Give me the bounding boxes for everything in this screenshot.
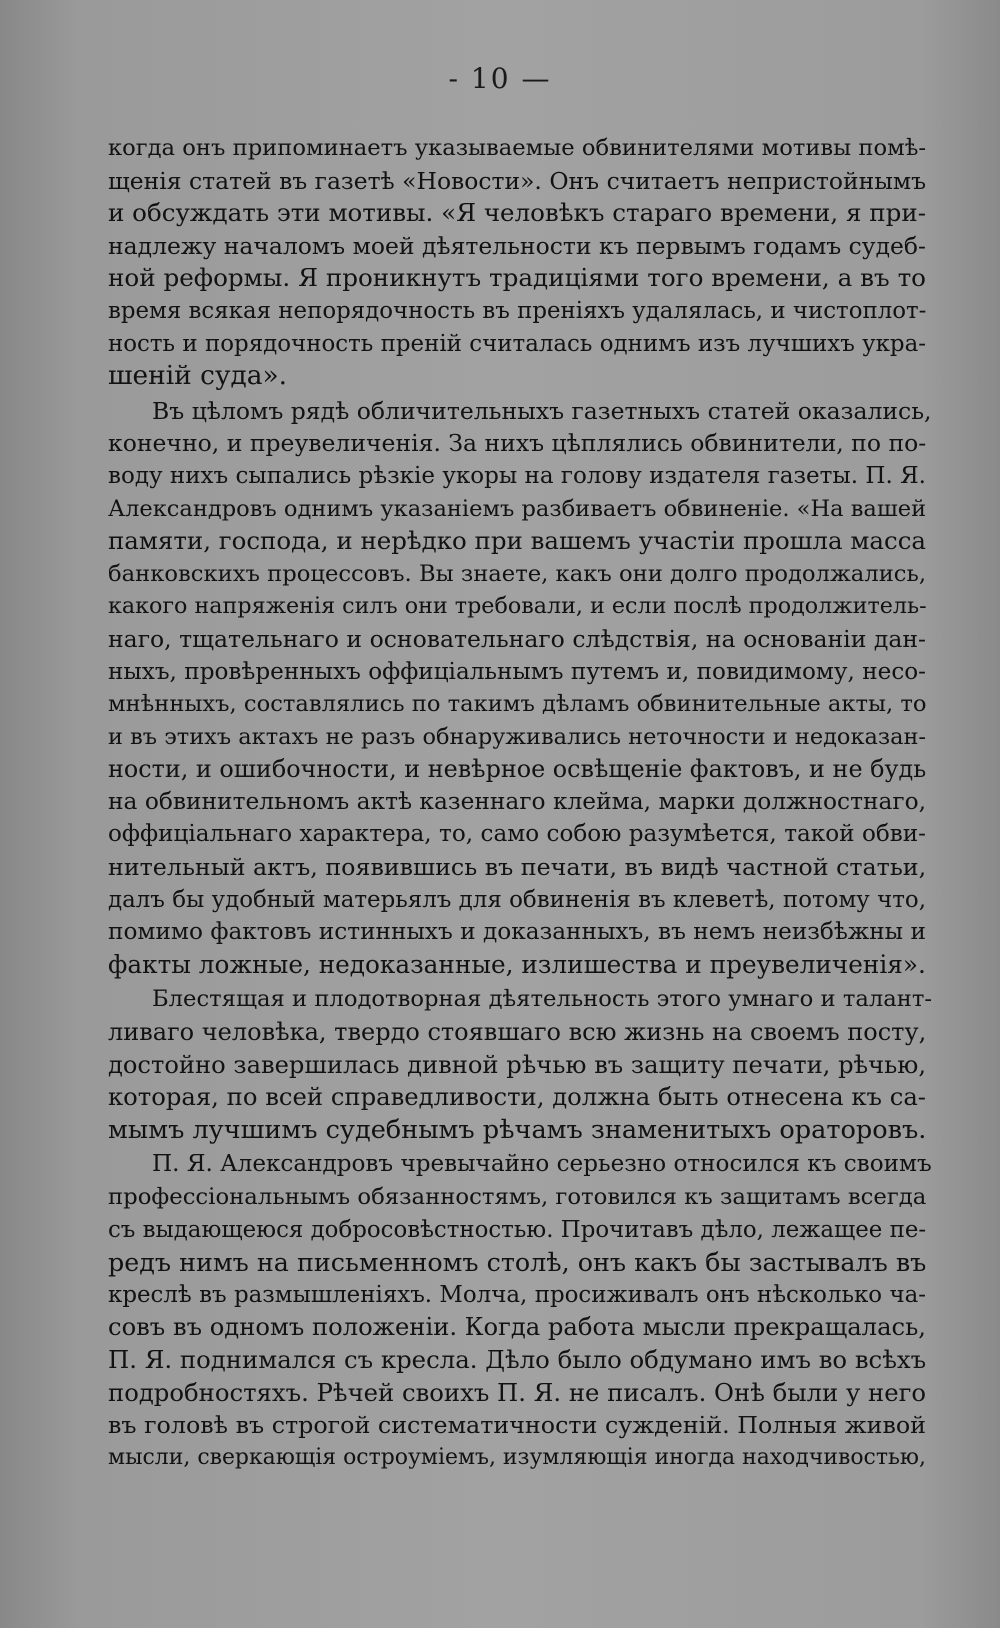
text-line: мысли, сверкающія остроуміемъ, изумляющія иногда находчивостью, bbox=[108, 1444, 926, 1470]
text-line: щенія статей въ газетѣ «Новости». Онъ считаетъ непристойнымъ bbox=[108, 166, 926, 195]
paragraph bbox=[108, 395, 932, 982]
text-line: и въ этихъ актахъ не разъ обнаруживались неточности и недоказан- bbox=[108, 723, 926, 750]
text-line: надлежу началомъ моей дѣятельности къ первымъ годамъ судеб- bbox=[108, 231, 926, 260]
text-line: которая, по всей справедливости, должна быть отнесена къ са- bbox=[108, 1082, 926, 1112]
text-line: въ головѣ въ строгой систематичности сужденій. Полныя живой bbox=[108, 1411, 926, 1440]
text-line: ной реформы. Я проникнутъ традиціями того времени, а въ то bbox=[108, 263, 926, 293]
text-line: конечно, и преувеличенія. За нихъ цѣплялись обвинители, по по- bbox=[108, 429, 927, 458]
text-line: помимо фактовъ истинныхъ и доказанныхъ, въ немъ неизбѣжны и bbox=[108, 918, 926, 946]
page-number: - 10 — bbox=[448, 62, 552, 95]
text-line: на обвинительномъ актѣ казеннаго клейма, марки должностнаго, bbox=[108, 787, 927, 815]
text-line: памяти, господа, и нерѣдко при вашемъ участіи прошла масса bbox=[108, 526, 926, 556]
text-line: П. Я. Александровъ чревычайно серьезно относился къ своимъ bbox=[152, 1151, 932, 1178]
text-line: мымъ лучшимъ судебнымъ рѣчамъ знаменитыхъ ораторовъ. bbox=[108, 1114, 927, 1145]
text-line: нительный актъ, появившись въ печати, въ видѣ частной статьи, bbox=[108, 853, 927, 882]
text-line: совъ въ одномъ положеніи. Когда работа мысли прекращалась, bbox=[108, 1312, 926, 1342]
text-line: П. Я. поднимался съ кресла. Дѣло было обдумано имъ во всѣхъ bbox=[108, 1344, 927, 1374]
text-line: далъ бы удобный матерьялъ для обвиненія въ клеветѣ, потому что, bbox=[108, 886, 926, 913]
text-line: оффиціальнаго характера, то, само собою разумѣется, такой обви- bbox=[108, 821, 926, 848]
text-line: банковскихъ процессовъ. Вы знаете, какъ они долго продолжались, bbox=[108, 560, 927, 587]
text-line: когда онъ припоминаетъ указываемые обвинителями мотивы помѣ- bbox=[108, 135, 926, 161]
text-line: время всякая непорядочность въ преніяхъ удалялась, и чистоплот- bbox=[108, 297, 927, 324]
text-line: факты ложные, недоказанные, излишества и преувеличенія». bbox=[108, 949, 926, 979]
text-line: мнѣнныхъ, составлялись по такимъ дѣламъ обвинительные акты, то bbox=[108, 691, 927, 718]
text-line: ности, и ошибочности, и невѣрное освѣщеніе фактовъ, и не будь bbox=[108, 755, 927, 784]
text-line: наго, тщательнаго и основательнаго слѣдствія, на основаніи дан- bbox=[108, 624, 926, 653]
text-line: редъ нимъ на письменномъ столѣ, онъ какъ бы застывалъ въ bbox=[108, 1247, 927, 1278]
text-line: какого напряженія силъ они требовали, и если послѣ продолжитель- bbox=[108, 593, 927, 620]
text-line: Въ цѣломъ рядѣ обличительныхъ газетныхъ статей оказались, bbox=[152, 396, 932, 425]
text-line: креслѣ въ размышленіяхъ. Молча, просиживалъ онъ нѣсколько ча- bbox=[108, 1281, 926, 1308]
text-line: съ выдающеюся добросовѣстностью. Прочитавъ дѣло, лежащее пе- bbox=[108, 1216, 927, 1243]
text-line: достойно завершилась дивной рѣчью въ защиту печати, рѣчью, bbox=[108, 1050, 926, 1079]
text-line: профессіональнымъ обязанностямъ, готовился къ защитамъ всегда bbox=[108, 1184, 927, 1210]
text-line: ливаго человѣка, твердо стоявшаго всю жизнь на своемъ посту, bbox=[108, 1018, 927, 1047]
text-line: воду нихъ сыпались рѣзкіе укоры на голову издателя газеты. П. Я. bbox=[108, 462, 926, 489]
text-line: и обсуждать эти мотивы. «Я человѣкъ стараго времени, я при- bbox=[108, 198, 926, 228]
paragraph bbox=[108, 1148, 932, 1474]
text-line: ныхъ, провѣренныхъ оффиціальнымъ путемъ и, повидимому, несо- bbox=[108, 658, 926, 685]
text-line: подробностяхъ. Рѣчей своихъ П. Я. не писалъ. Онѣ были у него bbox=[108, 1377, 926, 1407]
text-line: Александровъ однимъ указаніемъ разбиваетъ обвиненіе. «На вашей bbox=[108, 495, 927, 522]
body-text bbox=[108, 132, 933, 1474]
text-line: шеній суда». bbox=[108, 360, 287, 392]
text-line: Блестящая и плодотворная дѣятельность этого умнаго и талант- bbox=[152, 986, 933, 1013]
paragraph bbox=[108, 983, 933, 1146]
text-line: ность и порядочность преній считалась однимъ изъ лучшихъ укра- bbox=[108, 330, 926, 357]
paragraph bbox=[108, 132, 926, 393]
